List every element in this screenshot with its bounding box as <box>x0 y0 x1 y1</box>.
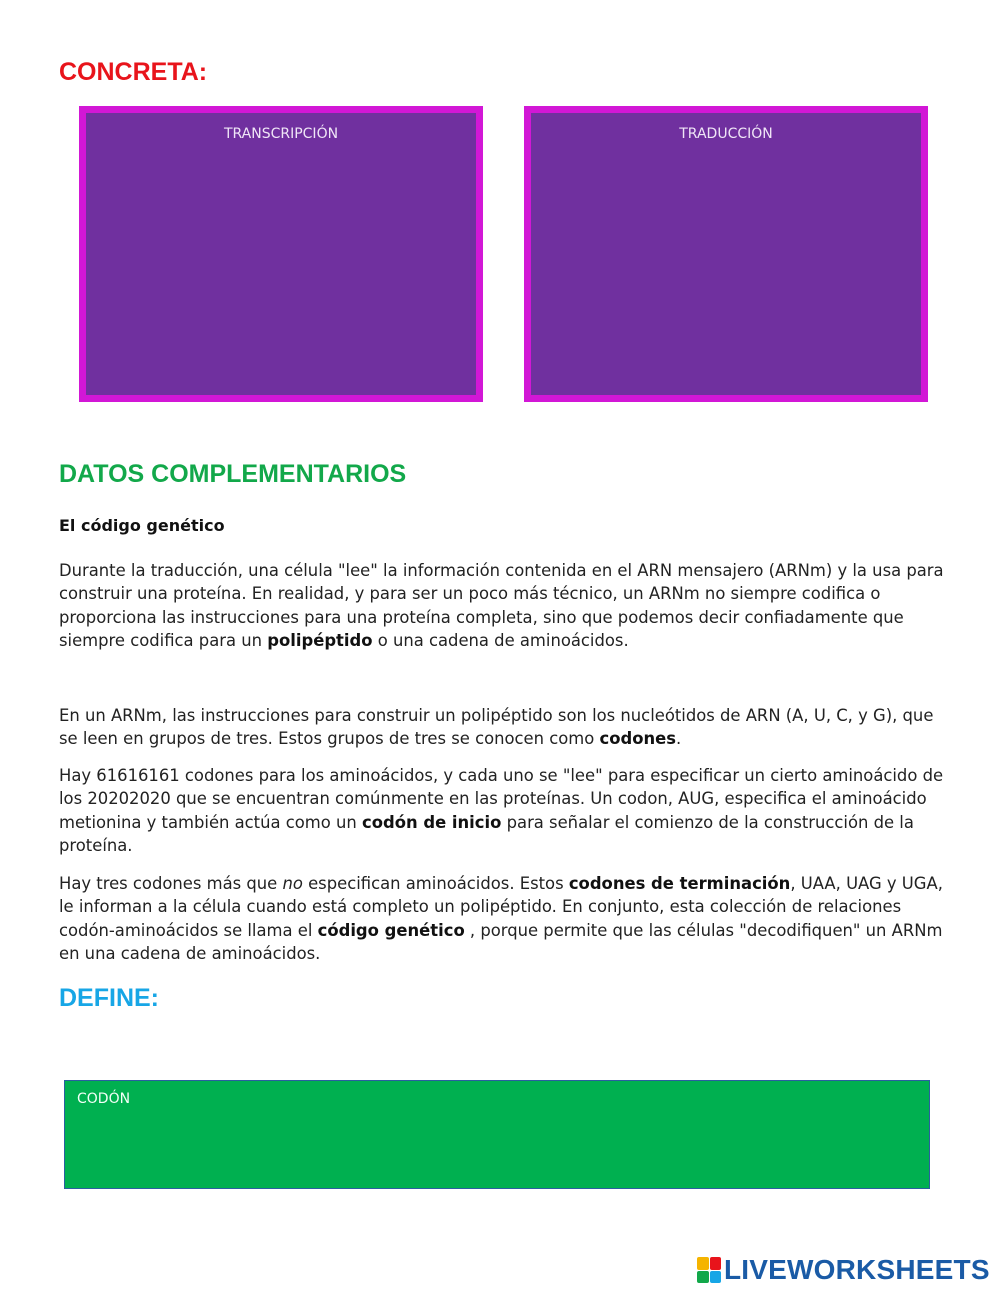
liveworksheets-logo-text: LIVEWORKSHEETS <box>724 1254 990 1285</box>
section-heading-datos: DATOS COMPLEMENTARIOS <box>59 460 407 488</box>
paragraph-codones: En un ARNm, las instrucciones para construir un polipéptido son los nucleótidos de ARN (A, U, C, y G), que se leen en grupos de tres. Estos grupos de tres se conocen como codones. <box>59 706 934 749</box>
transcripcion-answer-box[interactable] <box>79 106 483 402</box>
transcripcion-label: TRANSCRIPCIÓN <box>223 126 339 142</box>
section-heading-concreta: CONCRETA: <box>59 58 208 86</box>
liveworksheets-logo-icon <box>697 1257 721 1283</box>
traduccion-answer-box[interactable] <box>524 106 928 402</box>
section-heading-define: DEFINE: <box>59 984 159 1012</box>
subheading-codigo-genetico: El código genético <box>59 516 225 535</box>
liveworksheets-logo <box>697 1254 990 1286</box>
paragraph-traduccion: Durante la traducción, una célula "lee" la información contenida en el ARN mensajero (ARNm) y la usa para construir una proteína. En realidad, y para ser un poco más técnico, un ARNm no siempre codifica o proporciona las instrucciones para una proteína completa, sino que podemos decir confiadamente que siempre codifica para un polipéptido o una cadena de aminoácidos. <box>59 561 944 650</box>
paragraph-codon-inicio: Hay 61616161 codones para los aminoácidos, y cada uno se "lee" para especificar un cierto aminoácido de los 20202020 que se encuentran comúnmente en las proteínas. Un codon, AUG, especifica el aminoácido metionina y también actúa como un codón de inicio para señalar el comienzo de la construcción de la proteína. <box>59 766 944 855</box>
codon-answer-box[interactable] <box>64 1080 930 1189</box>
codon-label: CODÓN <box>77 1091 131 1107</box>
paragraph-codones-terminacion: Hay tres codones más que no especifican aminoácidos. Estos codones de terminación, UAA, UAG y UGA, le informan a la célula cuando está completo un polipéptido. En conjunto, esta colección de relaciones codón-aminoácidos se llama el código genético , porque permite que las células "decodifiquen" un ARNm en una cadena de aminoácidos. <box>59 874 943 963</box>
traduccion-label: TRADUCCIÓN <box>679 126 773 142</box>
